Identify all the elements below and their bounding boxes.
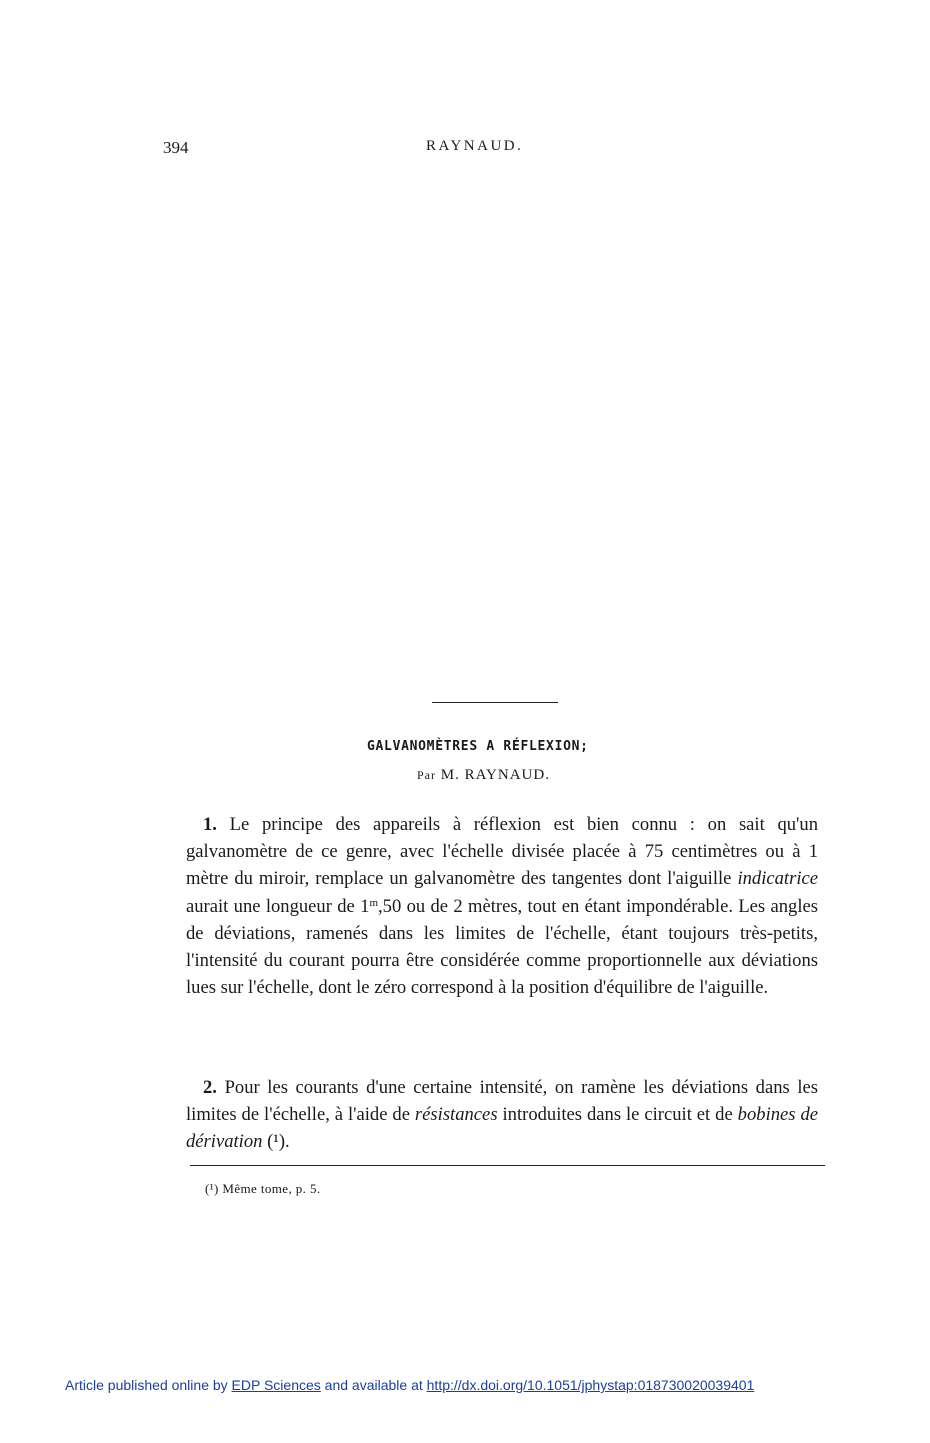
- unit-superscript: m: [369, 896, 378, 909]
- paragraph-1-segment-c: ,50 ou de 2 mètres, tout en étant impondérable. Les angles de déviations, ramenés dans les limites de l'échelle, étant toujours très-petits, l'intensité du courant pourra être considérée comme proportionnelle aux déviations lues sur l'échelle, dont le zéro correspond à la position d'équilibre de l'aiguille.: [186, 895, 818, 999]
- title-rule: [432, 702, 558, 703]
- running-head: RAYNAUD.: [426, 138, 524, 154]
- paragraph-number-2: 2.: [203, 1077, 217, 1098]
- doi-link[interactable]: http://dx.doi.org/10.1051/jphystap:018730020039401: [426, 1377, 755, 1393]
- byline: [417, 767, 550, 784]
- paragraph-1-segment-b: aurait une longueur de 1: [186, 895, 370, 917]
- paragraph-2-segment-b: introduites dans le circuit et de: [502, 1104, 733, 1126]
- footer-middle: and available at: [324, 1377, 423, 1393]
- footnote-reference: (¹).: [267, 1131, 290, 1153]
- byline-par: Par: [417, 768, 436, 782]
- paragraph-1: [186, 811, 818, 1001]
- byline-author: M. RAYNAUD.: [440, 767, 550, 783]
- publication-footer: [65, 1377, 754, 1393]
- paragraph-2-text: [186, 1074, 818, 1156]
- paragraph-number-1: 1.: [203, 814, 217, 835]
- page-number: 394: [163, 138, 189, 157]
- paragraph-1-segment-a: Le principe des appareils à réflexion est bien connu : on sait qu'un galvanomètre de ce genre, avec l'échelle divisée placée à 75 centimètres ou à 1 mètre du miroir, remplace un galvanomètre des tangentes dont l'aiguille: [186, 814, 818, 890]
- paragraph-1-italic: indicatrice: [737, 868, 818, 890]
- paragraph-2-segment-a: Pour les courants d'une certaine intensité, on ramène les déviations dans les limites de l'échelle, à l'aide de: [186, 1077, 819, 1126]
- footer-prefix: Article published online by: [65, 1377, 228, 1393]
- article-title: GALVANOMÈTRES A RÉFLEXION;: [367, 739, 589, 754]
- paragraph-2-italic-1: résistances: [414, 1104, 498, 1126]
- footnote: (¹) Même tome, p. 5.: [205, 1181, 321, 1196]
- paragraph-1-text: [186, 811, 818, 1001]
- paragraph-2: [186, 1074, 818, 1156]
- paragraph-2-italic-2: bobines de dérivation: [186, 1104, 819, 1153]
- publisher-link[interactable]: EDP Sciences: [231, 1377, 321, 1393]
- footnote-rule: [190, 1165, 825, 1166]
